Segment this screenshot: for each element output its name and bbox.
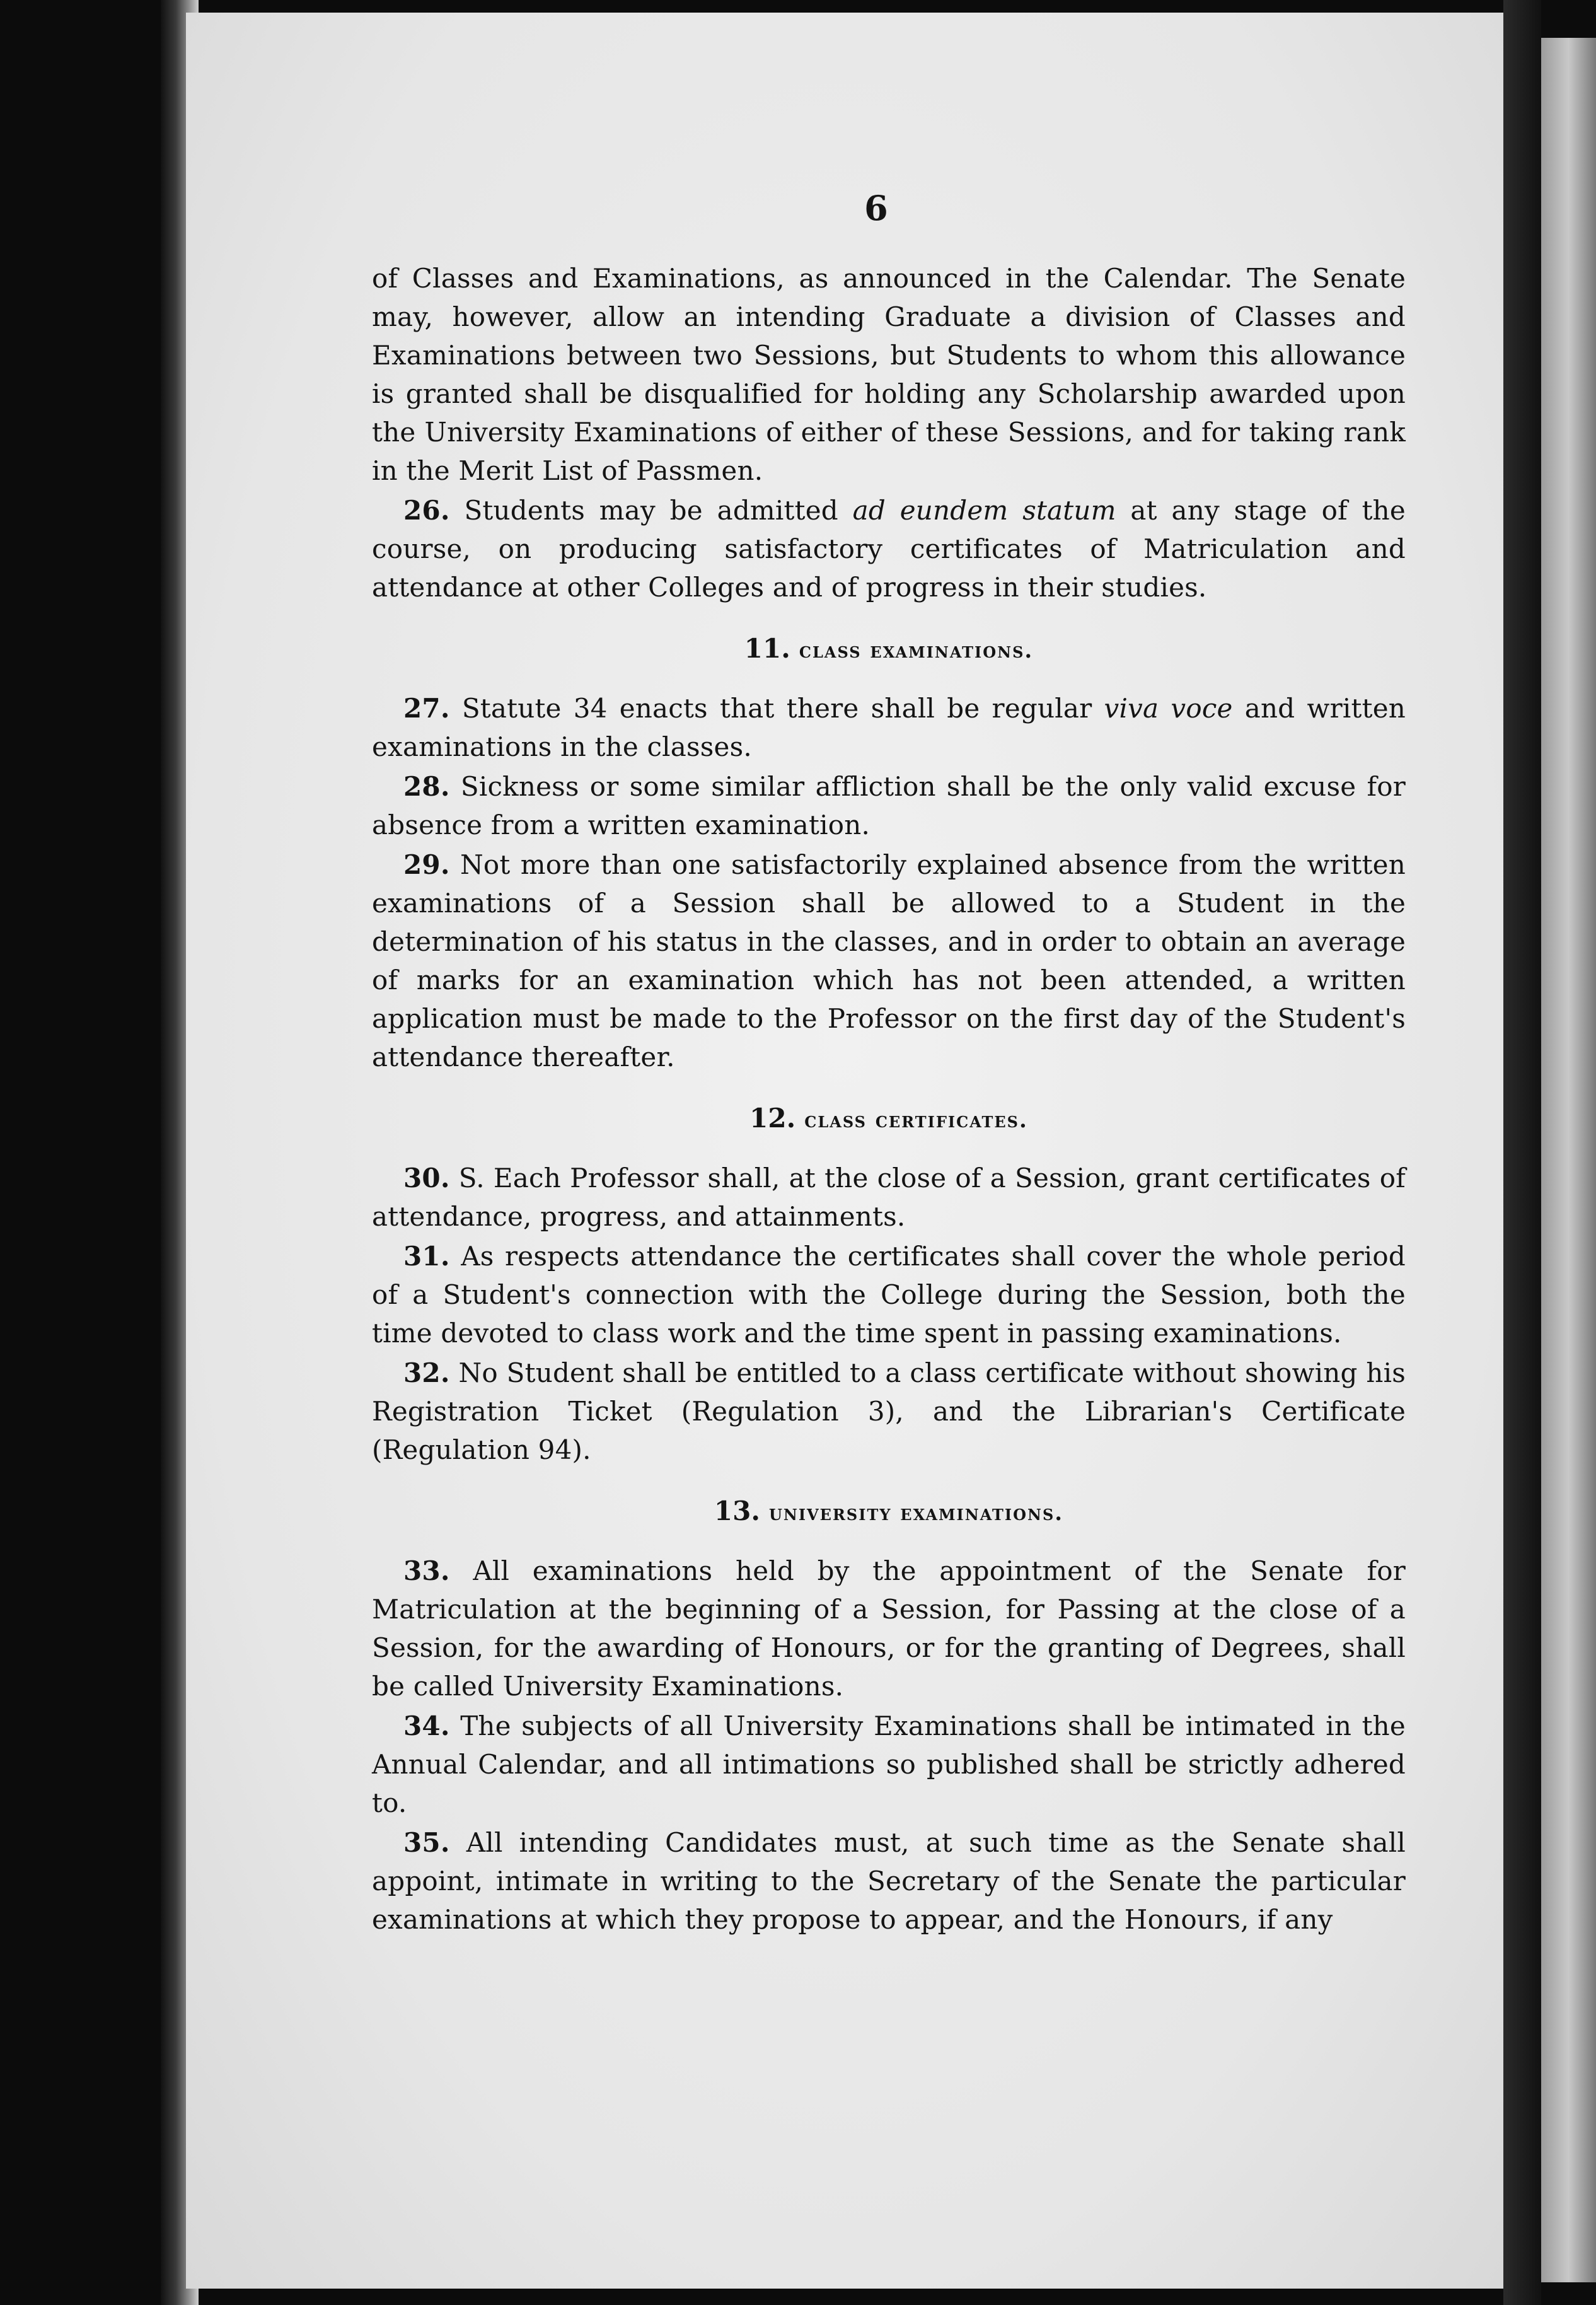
section-title: class certificates. xyxy=(804,1108,1028,1133)
regulation-paragraph xyxy=(372,767,1406,844)
regulation-text: As respects attendance the certificates shall cover the whole period of a Student's connection with the College during the Session, both the time devoted to class work and the time spent in passing examinations. xyxy=(372,1241,1406,1349)
regulation-paragraph xyxy=(372,1354,1406,1469)
regulation-number: 31. xyxy=(403,1241,450,1272)
page-text xyxy=(372,189,1406,1940)
regulation-number: 35. xyxy=(403,1827,450,1858)
regulation-text: and written examinations in the classes. xyxy=(372,693,1406,762)
section-title: university examinations. xyxy=(768,1501,1064,1526)
section-title: class examinations. xyxy=(799,638,1034,663)
regulation-number: 32. xyxy=(403,1357,450,1388)
regulation-text: Students may be admitted xyxy=(464,495,853,526)
regulation-paragraph xyxy=(372,689,1406,766)
regulation-paragraph xyxy=(372,1707,1406,1822)
section-number: 13. xyxy=(714,1495,760,1526)
regulation-number: 34. xyxy=(403,1710,450,1741)
regulation-paragraph xyxy=(372,1237,1406,1352)
regulation-paragraph xyxy=(372,1159,1406,1236)
regulation-number: 27. xyxy=(403,693,450,724)
latin-phrase: viva voce xyxy=(1104,693,1233,724)
section-heading xyxy=(372,1099,1406,1140)
regulation-number: 30. xyxy=(403,1163,450,1193)
regulation-paragraph xyxy=(372,491,1406,607)
page-number: 6 xyxy=(864,188,888,228)
regulation-text: Statute 34 enacts that there shall be regular xyxy=(461,693,1104,724)
regulation-text: All examinations held by the appointment of the Senate for Matriculation at the beginning of a Session, for Passing at the close of a Session, for the awarding of Honours, or for the granting of Degrees, shall be called University Examinations. xyxy=(372,1555,1406,1702)
regulation-number: 29. xyxy=(403,849,450,880)
regulation-number: 33. xyxy=(403,1555,450,1586)
regulation-paragraph xyxy=(372,1552,1406,1705)
regulation-text: Not more than one satisfactorily explained absence from the written examinations of a Session shall be allowed to a Student in the determination of his status in the classes, and in order to obtain an average of marks for an examination which has not been attended, a written application must be made to the Professor on the first day of the Student's attendance thereafter. xyxy=(372,849,1406,1072)
latin-phrase: ad eundem statum xyxy=(852,495,1116,526)
regulation-text: Sickness or some similar affliction shall be the only valid excuse for absence from a written examination. xyxy=(372,771,1406,840)
section-number: 11. xyxy=(744,633,790,664)
regulation-paragraph xyxy=(372,1823,1406,1939)
section-heading xyxy=(372,629,1406,670)
section-heading xyxy=(372,1492,1406,1533)
regulation-paragraph xyxy=(372,845,1406,1076)
regulation-text: at any stage of the course, on producing satisfactory certificates of Matriculation and attendance at other Colleges and of progress in their studies. xyxy=(372,495,1406,603)
regulation-number: 26. xyxy=(403,495,450,526)
continued-paragraph: of Classes and Examinations, as announced in the Calendar. The Senate may, however, allow an intending Graduate a division of Classes and Examinations between two Sessions, but Students to whom this allowance is granted shall be disqualified for holding any Scholarship awarded upon the University Examinations of either of these Sessions, and for taking rank in the Merit List of Passmen. xyxy=(372,263,1406,486)
regulation-text: S. Each Professor shall, at the close of a Session, grant certificates of attendance, progress, and attainments. xyxy=(372,1163,1406,1232)
regulation-text: All intending Candidates must, at such time as the Senate shall appoint, intimate in writing to the Secretary of the Senate the particular examinations at which they propose to appear, and the Honours, if any xyxy=(372,1827,1406,1935)
page-edge-right xyxy=(1503,0,1541,2305)
text-blocks xyxy=(372,259,1406,1939)
regulation-number: 28. xyxy=(403,771,450,802)
regulation-text: The subjects of all University Examinations shall be intimated in the Annual Calendar, and all intimations so published shall be strictly adhered to. xyxy=(372,1710,1406,1818)
regulation-text: No Student shall be entitled to a class certificate without showing his Registration Ticket (Regulation 3), and the Librarian's Certificate (Regulation 94). xyxy=(372,1357,1406,1465)
section-number: 12. xyxy=(749,1103,796,1134)
adjacent-page-strip xyxy=(1541,38,1596,2282)
